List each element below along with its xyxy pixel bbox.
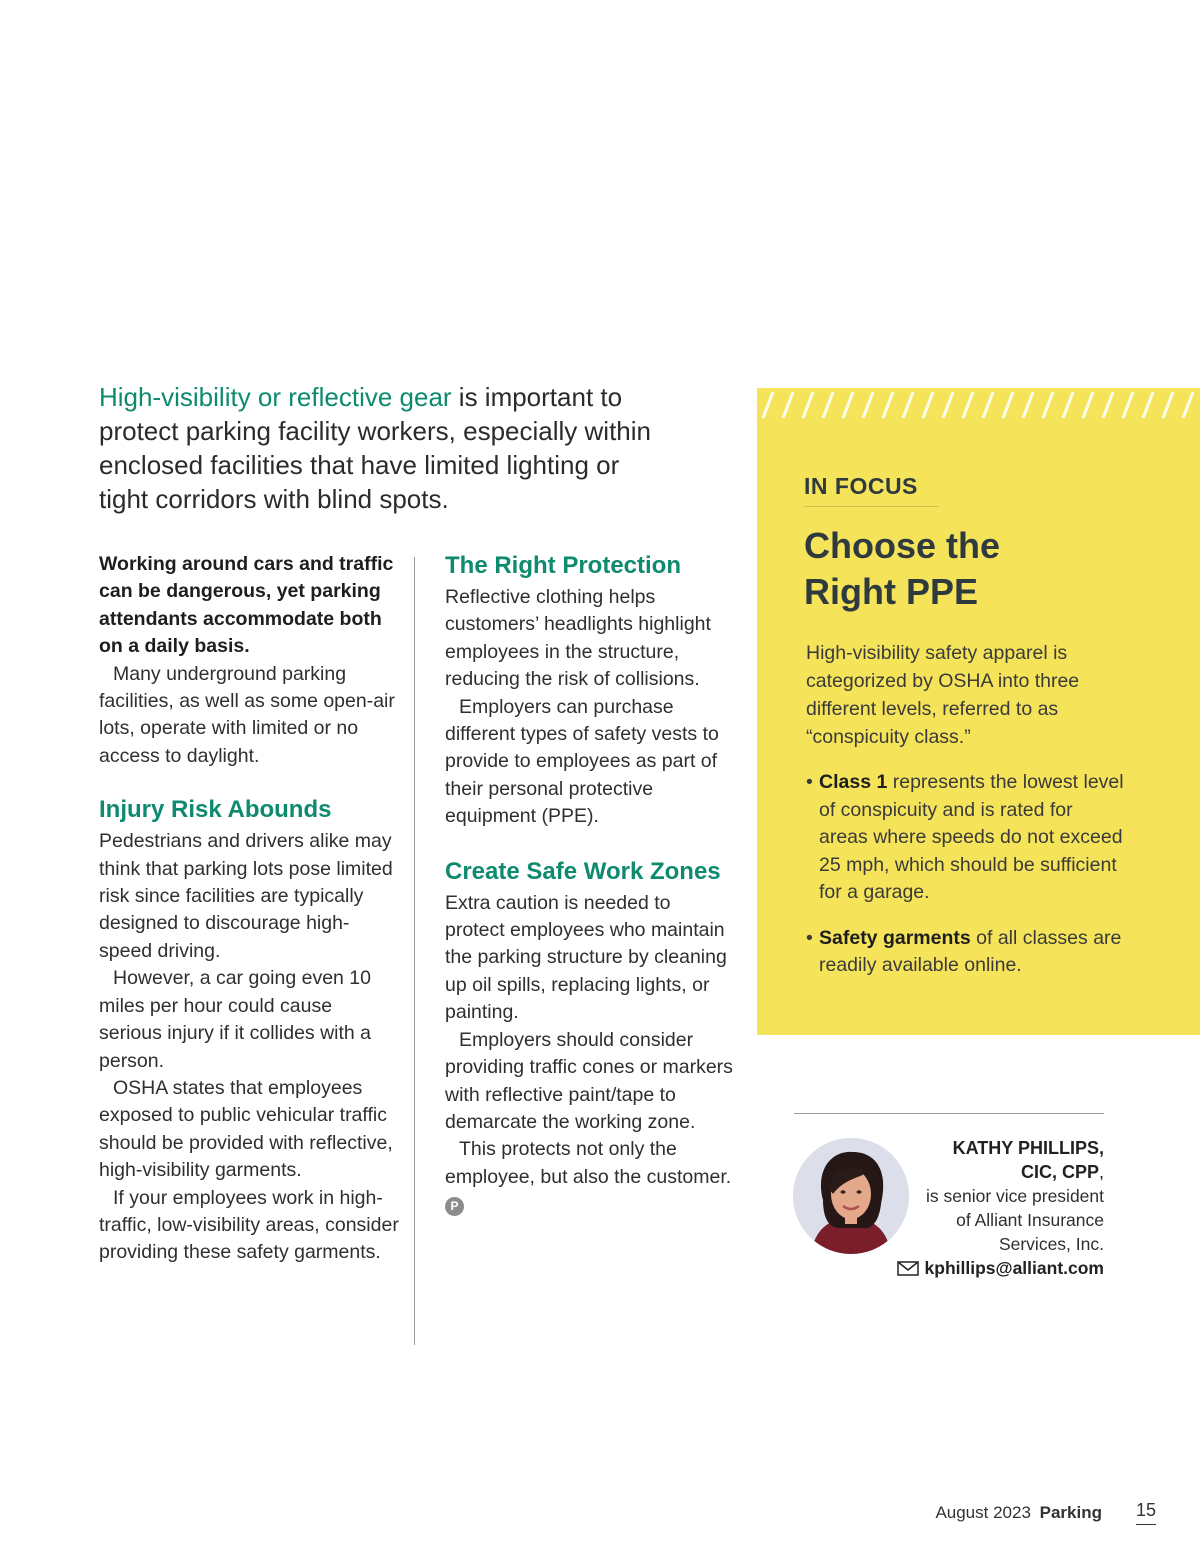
- page-footer: [935, 1503, 1102, 1523]
- bullet-dot: •: [806, 771, 813, 793]
- page-number: 15: [1136, 1500, 1156, 1525]
- author-name-line1: KATHY PHILLIPS,: [952, 1138, 1104, 1158]
- body-paragraph: Reflective clothing helps customers’ headlights highlight employees in the structure, reducing the risk of collisions.: [445, 586, 711, 691]
- mail-icon: [897, 1261, 919, 1276]
- author-bio-line: of Alliant Insurance: [956, 1210, 1104, 1230]
- article-column-1: [99, 551, 399, 1267]
- sidebar-body: High-visibility safety apparel is categorized by OSHA into three different levels, referred to as “conspicuity class.”: [806, 642, 1080, 748]
- author-divider: [794, 1113, 1104, 1114]
- heading-injury-risk: Injury Risk Abounds: [99, 796, 332, 824]
- intro-text: is important to protect parking facility workers, especially within enclosed facilities that have limited lighting or tight corridors with blind spots.: [99, 382, 651, 514]
- bullet-safety-garments: [806, 925, 1126, 980]
- article-column-2: [445, 551, 735, 1219]
- column-divider: [414, 557, 415, 1345]
- bullet-bold: Safety garments: [819, 926, 971, 949]
- author-email-row: [874, 1256, 1104, 1280]
- sidebar-title: [804, 523, 1164, 615]
- bullet-class-1: [806, 769, 1126, 907]
- closing-paragraph: [445, 1136, 735, 1218]
- author-bio-line: is senior vice president: [926, 1186, 1104, 1206]
- author-name-line2: CIC, CPP: [1020, 1162, 1099, 1182]
- bullet-text: of all classes are readily available online.: [819, 926, 1122, 976]
- body-paragraph: OSHA states that employees exposed to public vehicular traffic should be provided with reflective, high-visibility garments.: [99, 1076, 393, 1182]
- sidebar-title-line1: Choose the: [804, 525, 1001, 566]
- in-focus-label: IN FOCUS: [804, 473, 939, 507]
- in-focus-sidebar: [757, 388, 1200, 1035]
- sidebar-title-line2: Right PPE: [804, 571, 979, 612]
- lead-paragraph: Working around cars and traffic can be dangerous, yet parking attendants accommodate both on a daily basis.: [99, 553, 394, 658]
- author-bio: [874, 1136, 1104, 1280]
- bullet-bold: Class 1: [819, 771, 888, 793]
- heading-right-protection: The Right Protection: [445, 552, 681, 579]
- body-paragraph: However, a car going even 10 miles per hour could cause serious injury if it collides with a person.: [99, 967, 372, 1072]
- body-paragraph: Extra caution is needed to protect employees who maintain the parking structure by cleaning up oil spills, replacing lights, or painting.: [445, 891, 727, 1024]
- closing-text: This protects not only the employee, but also the customer.: [445, 1138, 732, 1188]
- footer-date: August 2023: [935, 1503, 1031, 1522]
- author-email-link[interactable]: kphillips@alliant.com: [924, 1258, 1104, 1278]
- body-paragraph: Pedestrians and drivers alike may think that parking lots pose limited risk since facilities are typically designed to discourage high-speed driving.: [99, 830, 393, 962]
- body-paragraph: Many underground parking facilities, as well as some open-air lots, operate with limited or no access to daylight.: [99, 662, 395, 767]
- bullet-text: represents the lowest level of conspicuity and is rated for areas where speeds do not exceed 25 mph, which should be sufficient for a garage.: [819, 771, 1124, 903]
- body-paragraph: Employers can purchase different types of safety vests to provide to employees as part of their personal protective equipment (PPE).: [445, 695, 719, 828]
- intro-statement: [99, 380, 659, 516]
- end-mark-icon: P: [445, 1197, 464, 1216]
- sidebar-bullets: [806, 769, 1126, 998]
- footer-publication: Parking: [1039, 1503, 1102, 1522]
- intro-highlight: High-visibility or reflective gear: [99, 382, 452, 412]
- author-bio-line: Services, Inc.: [998, 1234, 1104, 1254]
- body-paragraph: If your employees work in high-traffic, low-visibility areas, consider providing these safety garments.: [99, 1186, 399, 1264]
- heading-safe-work-zones: Create Safe Work Zones: [445, 857, 721, 885]
- bullet-dot: •: [806, 926, 813, 949]
- body-paragraph: Employers should consider providing traffic cones or markers with reflective paint/tape to demarcate the working zone.: [445, 1028, 733, 1133]
- author-comma: ,: [1098, 1162, 1104, 1182]
- author-credentials: [874, 1160, 1104, 1184]
- hazard-stripes: [757, 388, 1200, 420]
